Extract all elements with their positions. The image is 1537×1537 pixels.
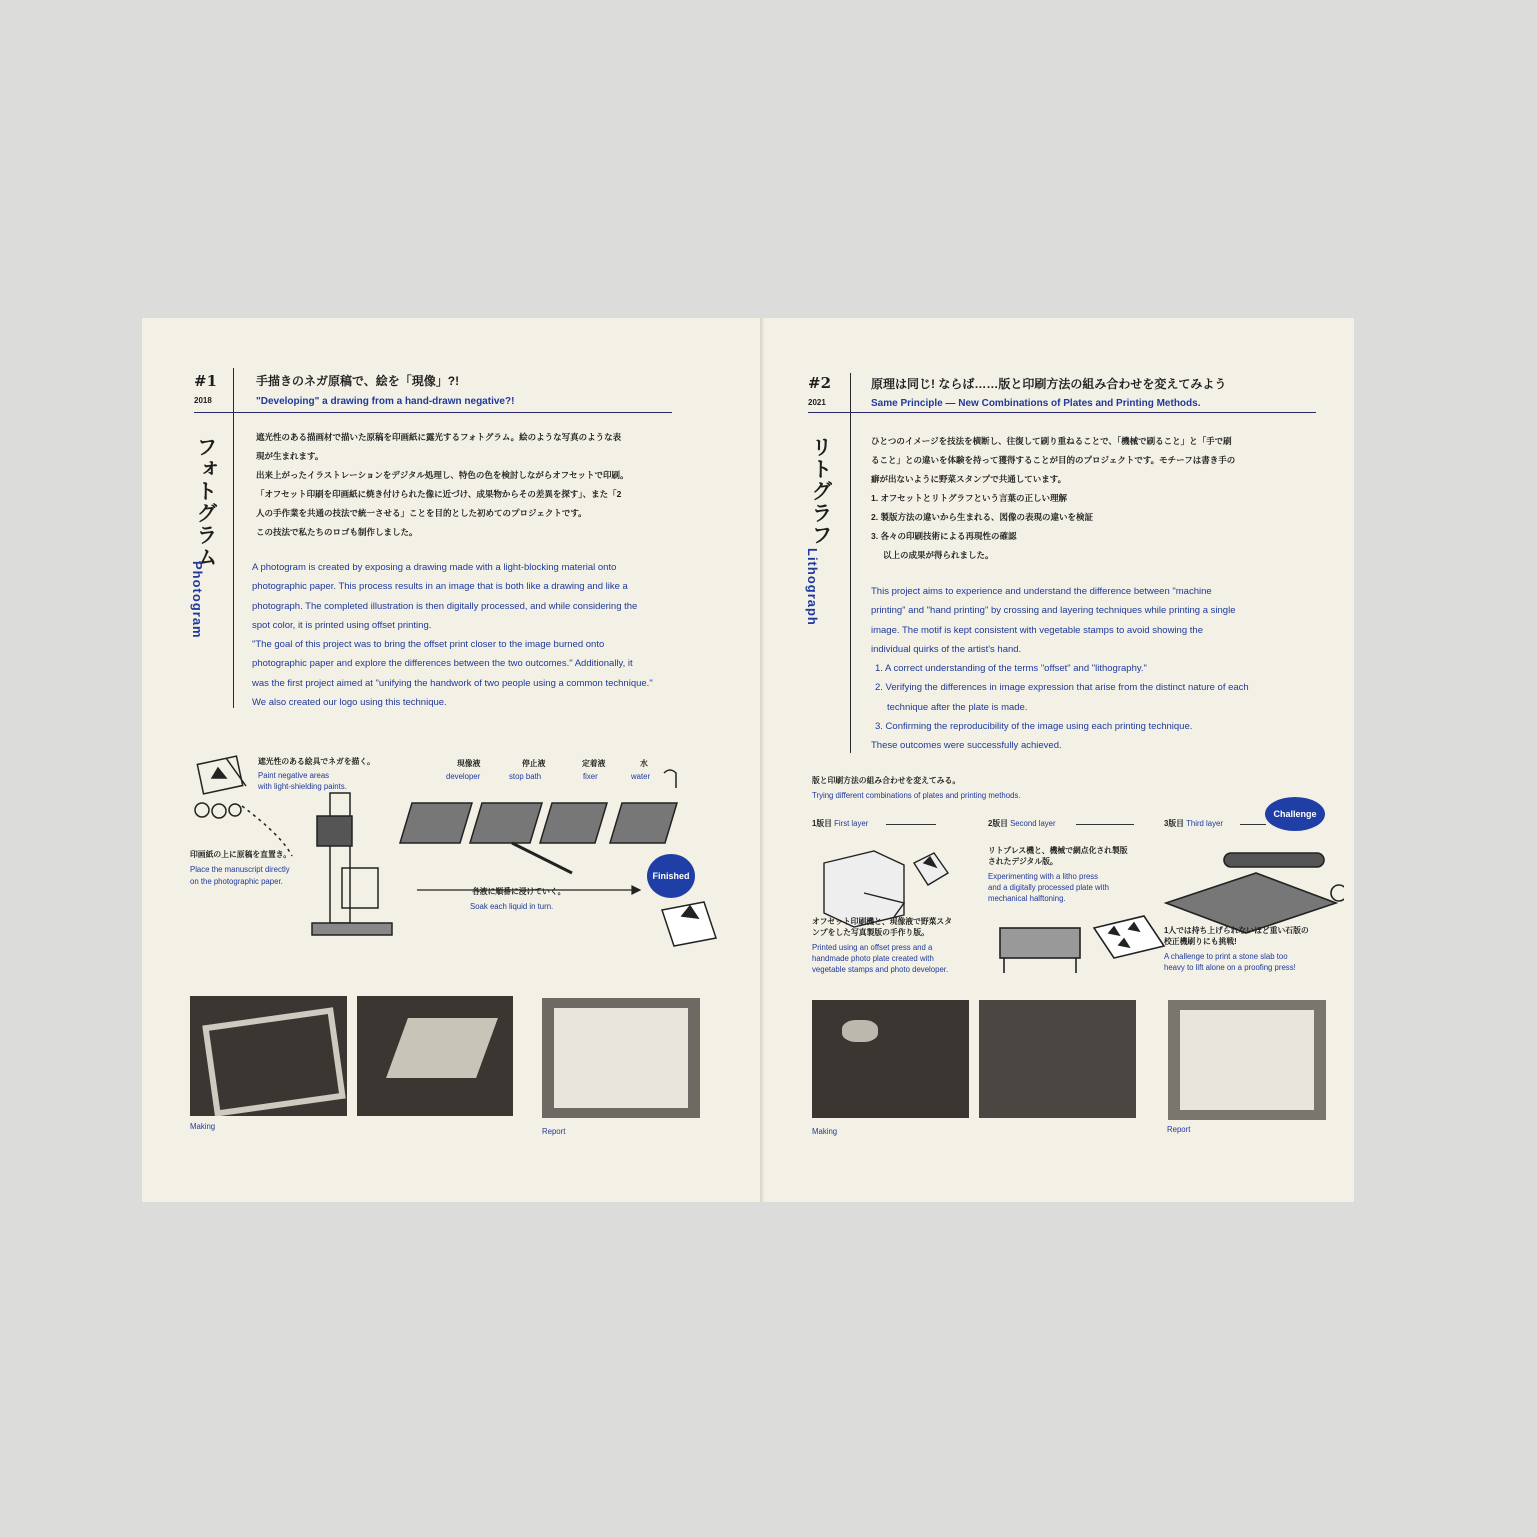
body-en-line: photographic paper and explore the differences between the two outcomes." Additionally, it xyxy=(252,658,633,670)
header-rule xyxy=(808,412,1316,413)
finished-badge: Finished xyxy=(647,854,695,898)
layer1-desc-jp-1: オフセット印刷機と、現像液で野菜スタ xyxy=(812,917,953,926)
step1-en-1: Paint negative areas xyxy=(258,771,330,780)
body-en xyxy=(871,582,1341,756)
body-en-line: 3. Confirming the reproducibility of the image using each printing technique. xyxy=(875,721,1193,733)
layer-label-en: Third layer xyxy=(1186,819,1223,828)
photo-making-tray xyxy=(190,996,347,1116)
project-year: 2021 xyxy=(808,398,826,407)
challenge-badge: Challenge xyxy=(1265,797,1325,831)
step3-en: Soak each liquid in turn. xyxy=(470,902,554,911)
photo-making-press xyxy=(357,996,513,1116)
layer2-desc-en-2: and a digitally processed plate with xyxy=(988,883,1109,892)
title-jp: 手描きのネガ原稿で、絵を「現像」?! xyxy=(256,374,460,388)
body-en-line: photograph. The completed illustration is then digitally processed, and while considering the xyxy=(252,600,638,612)
bath-label-jp: 停止液 xyxy=(522,759,546,768)
vertical-title-en: Lithograph xyxy=(805,548,820,626)
bath-label-jp: 水 xyxy=(640,759,648,768)
layer-rule xyxy=(1240,824,1266,825)
right-page xyxy=(764,318,1354,1202)
layer-label-en: First layer xyxy=(834,819,869,828)
vertical-title-jp: リトグラフ xyxy=(809,436,832,546)
body-jp-line: ひとつのイメージを技法を横断し、往復して刷り重ねることで、「機械で刷ること」と「手で刷 xyxy=(871,436,1232,446)
body-en-line: individual quirks of the artist's hand. xyxy=(871,643,1022,655)
project-year: 2018 xyxy=(194,396,212,405)
bath-label-en: fixer xyxy=(583,772,598,781)
step3-jp: 各液に順番に浸けていく。 xyxy=(472,887,566,896)
layer-label-jp: 2版目 xyxy=(988,819,1008,828)
proofing-press-illustration xyxy=(1166,853,1344,933)
caption-report: Report xyxy=(542,1127,566,1136)
body-jp-line: この技法で私たちのロゴも制作しました。 xyxy=(256,527,418,537)
developing-trays-illustration xyxy=(400,770,677,873)
body-en-line: 1. A correct understanding of the terms "offset" and "lithography." xyxy=(875,663,1147,675)
layer2-desc-jp-1: リトプレス機と、機械で網点化され製版 xyxy=(988,846,1128,855)
body-en-line: spot color, it is printed using offset printing. xyxy=(252,619,432,631)
vertical-rule xyxy=(233,368,234,708)
layer1-desc-en-2: handmade photo plate created with xyxy=(812,954,934,963)
layer1-desc-en-3: vegetable stamps and photo developer. xyxy=(812,965,949,974)
bath-label-en: water xyxy=(631,772,651,781)
photo-making-plate xyxy=(812,1000,969,1118)
bath-label-en: stop bath xyxy=(509,772,542,781)
body-en-line: 2. Verifying the differences in image expression that arise from the distinct nature of each xyxy=(875,682,1249,694)
body-jp-line: ること」との違いを体験を持って獲得することが目的のプロジェクトです。モチーフは書き手の xyxy=(871,455,1236,465)
photo-making-stone xyxy=(979,1000,1136,1118)
title-en: "Developing" a drawing from a hand-drawn negative?! xyxy=(256,396,515,407)
layer2-desc-en-1: Experimenting with a litho press xyxy=(988,872,1099,881)
photo-report xyxy=(542,998,700,1118)
body-jp-line: 出来上がったイラストレーションをデジタル処理し、特色の色を検討しながらオフセットで印刷。 xyxy=(256,470,629,480)
layer1-desc-en-1: Printed using an offset press and a xyxy=(812,943,933,952)
caption-report: Report xyxy=(1167,1125,1191,1134)
body-jp-line: 1. オフセットとリトグラフという言葉の正しい理解 xyxy=(871,493,1067,503)
section-heading-jp: 版と印刷方法の組み合わせを変えてみる。 xyxy=(812,776,961,785)
body-jp-line: 人の手作業を共通の技法で統一させる」ことを目的とした初めてのプロジェクトです。 xyxy=(256,508,587,518)
section-heading-en: Trying different combinations of plates and printing methods. xyxy=(812,791,1021,800)
layer2-desc-jp-2: されたデジタル版。 xyxy=(988,857,1058,866)
body-jp-line: 「オフセット印刷を印画紙に焼き付けられた像に近づけ、成果物からその差異を探す」、また「2 xyxy=(256,489,622,499)
body-jp-line: 癖が出ないように野菜スタンプで共通しています。 xyxy=(871,474,1067,484)
body-en-line: image. The motif is kept consistent with vegetable stamps to avoid showing the xyxy=(871,624,1203,636)
body-jp xyxy=(871,432,1341,565)
layer3-desc-jp-2: 校正機刷りにも挑戦! xyxy=(1164,937,1237,946)
layer-label-jp: 1版目 xyxy=(812,819,832,828)
body-jp-line: 遮光性のある描画材で描いた原稿を印画紙に露光するフォトグラム。絵のような写真のような表 xyxy=(256,432,622,442)
body-en-line: A photogram is created by exposing a drawing made with a light-blocking material onto xyxy=(252,562,617,573)
layer3-desc-en-1: A challenge to print a stone slab too xyxy=(1164,952,1288,961)
left-page xyxy=(142,318,762,1202)
layer3-desc-en-2: heavy to lift alone on a proofing press! xyxy=(1164,963,1296,972)
step1-en-2: with light-shielding paints. xyxy=(258,782,347,791)
layer2-desc-en-3: mechanical halftoning. xyxy=(988,894,1066,903)
body-jp-line: 3. 各々の印刷技術による再現性の確認 xyxy=(871,531,1017,541)
title-jp: 原理は同じ! ならば……版と印刷方法の組み合わせを変えてみよう xyxy=(871,377,1227,391)
body-en-line: These outcomes were successfully achieved. xyxy=(871,740,1062,752)
step1-jp: 遮光性のある絵具でネガを描く。 xyxy=(258,757,375,766)
body-en xyxy=(252,558,742,712)
vertical-title-jp: フォトグラム xyxy=(194,436,217,568)
project-number: #1 xyxy=(194,372,218,390)
step2-en-1: Place the manuscript directly xyxy=(190,865,290,874)
layer-label-second xyxy=(988,818,1056,829)
body-jp-line: 以上の成果が得られました。 xyxy=(883,550,994,560)
body-en-line: "The goal of this project was to bring the offset print closer to the image burned onto xyxy=(252,639,605,651)
caption-making: Making xyxy=(190,1122,216,1131)
body-jp-line: 現が生まれます。 xyxy=(256,451,324,461)
body-jp xyxy=(256,428,736,542)
layer-rule xyxy=(1076,824,1134,825)
body-jp-line: 2. 製版方法の違いから生まれる、図像の表現の違いを検証 xyxy=(871,512,1093,522)
litho-press-illustration xyxy=(1000,916,1164,973)
photo-report xyxy=(1168,1000,1326,1120)
enlarger-illustration xyxy=(312,793,392,935)
header-rule xyxy=(194,412,672,413)
project-number: #2 xyxy=(808,374,832,392)
finished-print-illustration xyxy=(662,902,716,946)
layer-label-third xyxy=(1164,818,1223,829)
body-en-line: We also created our logo using this technique. xyxy=(252,697,447,709)
layer-label-first xyxy=(812,818,868,829)
body-en-line: This project aims to experience and understand the difference between "machine xyxy=(871,586,1212,597)
step2-en-2: on the photographic paper. xyxy=(190,877,283,886)
layer1-desc-jp-2: ンプをした写真製版の手作り版。 xyxy=(812,928,929,937)
body-en-line: photographic paper. This process results in an image that is both like a drawing and like a xyxy=(252,581,628,593)
bath-label-en: developer xyxy=(446,772,481,781)
step2-jp: 印画紙の上に原稿を直置き。 xyxy=(190,850,292,859)
layer-label-en: Second layer xyxy=(1010,819,1056,828)
vertical-rule xyxy=(850,373,851,753)
bath-label-jp: 定着液 xyxy=(582,759,606,768)
layer-label-jp: 3版目 xyxy=(1164,819,1184,828)
body-en-line: technique after the plate is made. xyxy=(887,701,1028,713)
layer-rule xyxy=(886,824,936,825)
body-en-line: was the first project aimed at "unifying the handwork of two people using a common technique." xyxy=(252,677,653,689)
title-en: Same Principle — New Combinations of Plates and Printing Methods. xyxy=(871,398,1201,409)
body-en-line: printing" and "hand printing" by crossing and layering techniques while printing a single xyxy=(871,605,1236,617)
caption-making: Making xyxy=(812,1127,838,1136)
vertical-title-en: Photogram xyxy=(190,561,205,639)
bath-label-jp: 現像液 xyxy=(457,759,481,768)
layer3-desc-jp-1: 1人では持ち上げられないほど重い石版の xyxy=(1164,926,1309,935)
